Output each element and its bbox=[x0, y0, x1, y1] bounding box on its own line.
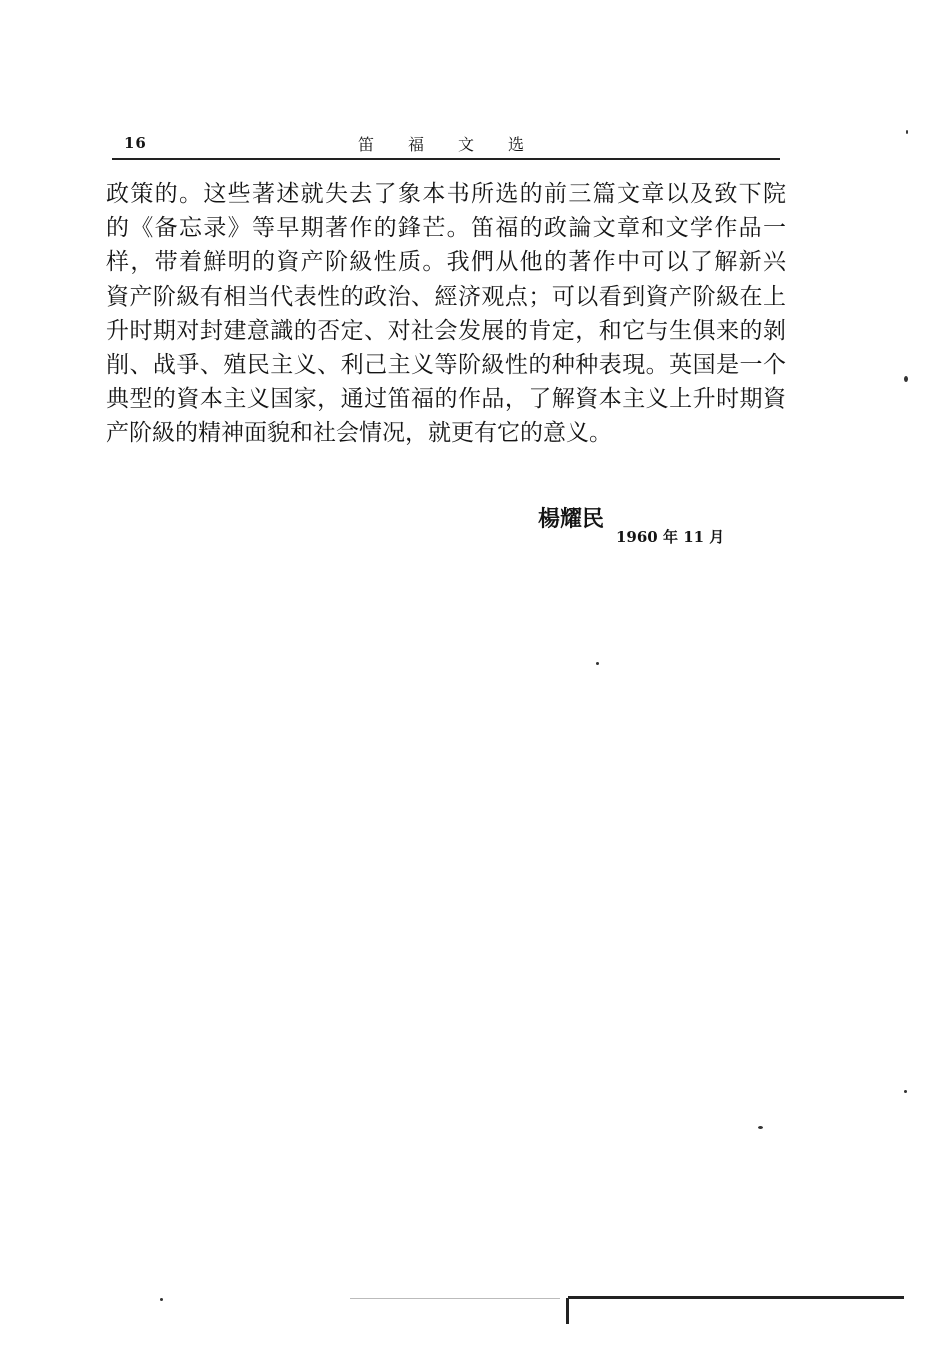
text-line: 产阶級的精神面貌和社会情况，就更有它的意义。 bbox=[106, 420, 612, 447]
text-line: 升时期对封建意識的否定、对社会发展的肯定，和它与生俱来的剝 bbox=[106, 317, 786, 344]
running-title: 笛福文选 bbox=[358, 135, 559, 154]
text-line: 削、战爭、殖民主义、利己主义等阶級性的种种表現。英国是一个 bbox=[106, 351, 786, 378]
signature-author: 楊耀民 bbox=[538, 506, 605, 532]
text-line: 典型的資本主义国家，通过笛福的作品，了解資本主义上升时期資 bbox=[106, 386, 786, 413]
signature-date: 1960 年 11 月 bbox=[616, 528, 725, 546]
page-number: 16 bbox=[124, 134, 147, 152]
scan-speck bbox=[904, 1090, 907, 1093]
text-line: 样，带着鮮明的資产阶級性质。我們从他的著作中可以了解新兴 bbox=[106, 249, 786, 276]
scan-edge-line bbox=[568, 1296, 904, 1299]
scan-edge-tick bbox=[566, 1298, 569, 1324]
scan-speck bbox=[596, 662, 599, 665]
scan-speck bbox=[906, 130, 908, 134]
page-header bbox=[112, 132, 780, 160]
body-text bbox=[106, 177, 786, 451]
text-line: 的《备忘录》等早期著作的鋒芒。笛福的政論文章和文学作品一 bbox=[106, 215, 786, 242]
scan-edge-line bbox=[350, 1298, 560, 1299]
text-line: 資产阶級有相当代表性的政治、經济观点；可以看到資产阶級在上 bbox=[106, 283, 786, 310]
scan-speck bbox=[758, 1126, 763, 1129]
scan-speck bbox=[160, 1298, 163, 1301]
text-line: 政策的。这些著述就失去了象本书所选的前三篇文章以及致下院 bbox=[106, 181, 786, 207]
scan-speck bbox=[904, 376, 908, 382]
